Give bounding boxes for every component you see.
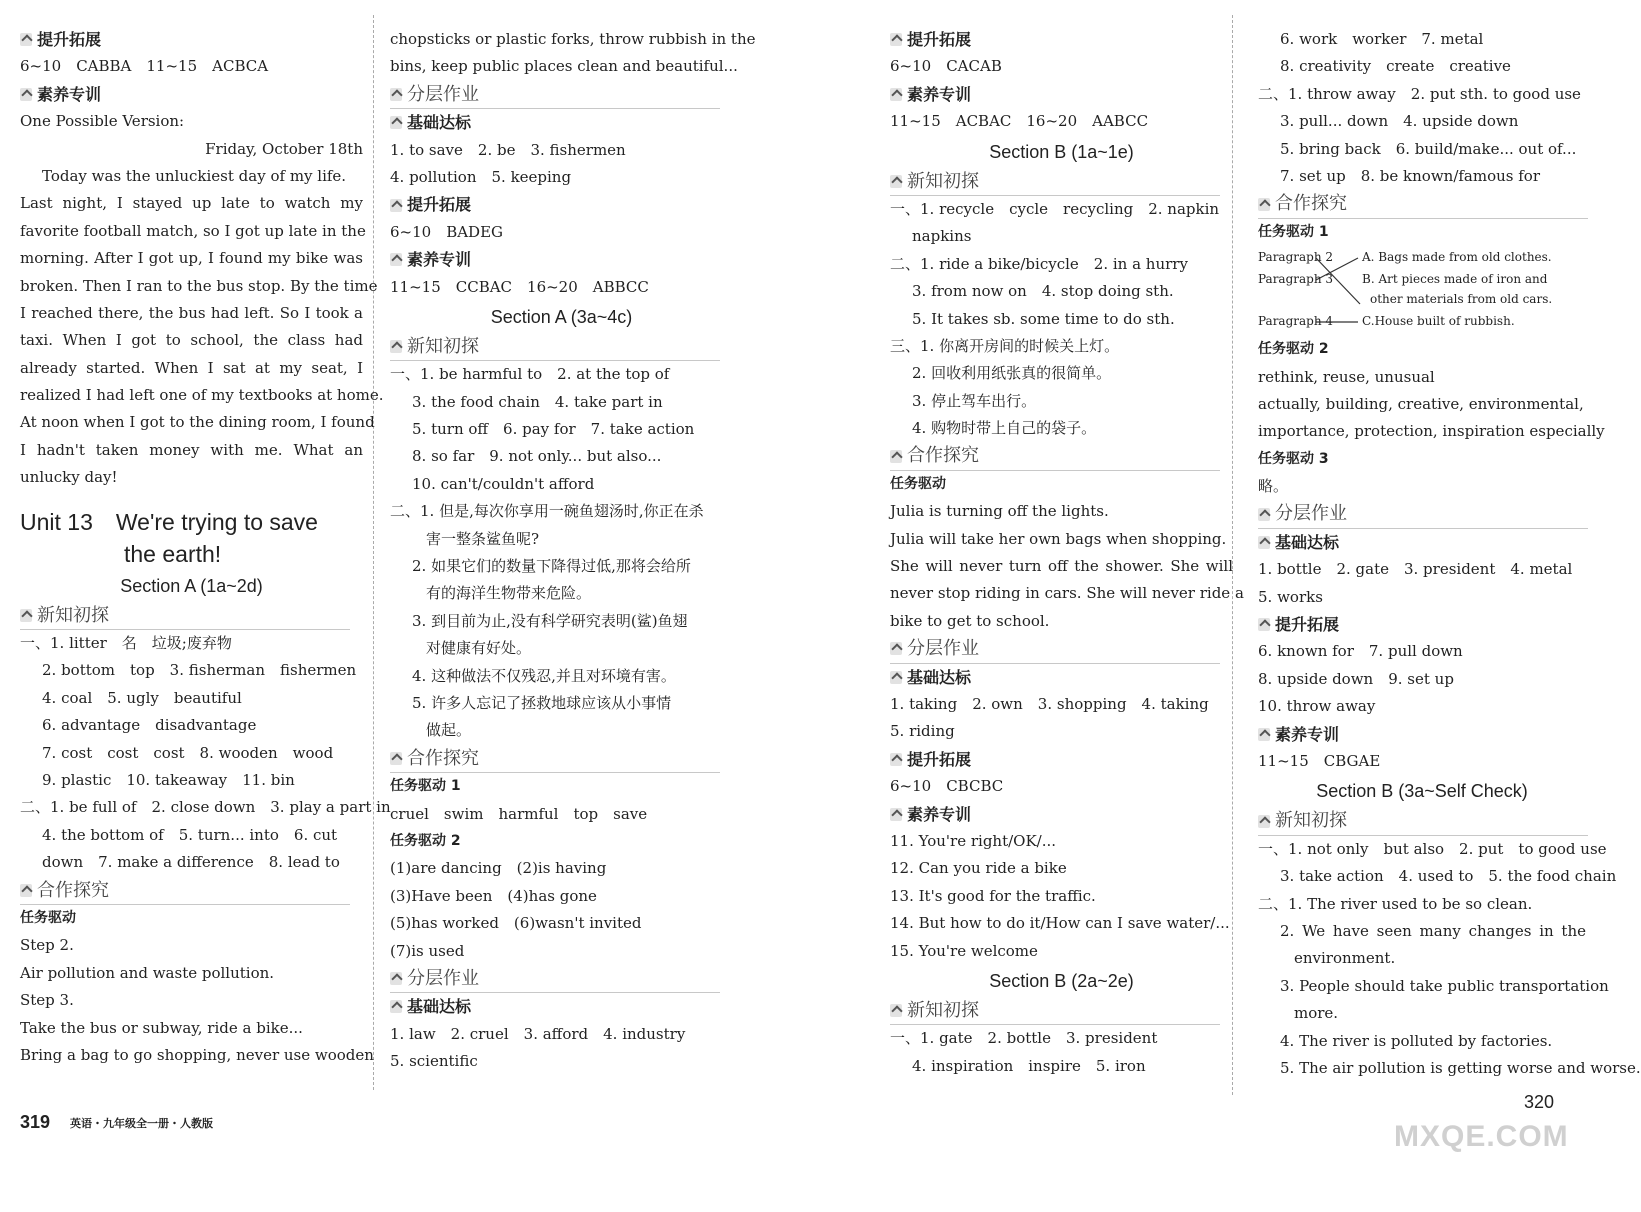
section-title: Section B (2a~2e) — [989, 970, 1134, 991]
section-heading — [890, 801, 1233, 828]
text-line: 一、1. be harmful to 2. at the top of — [390, 365, 670, 384]
heading-text: 分层作业 — [1275, 503, 1347, 525]
text-line: 13. It's good for the traffic. — [890, 886, 1096, 905]
heading-marker-icon — [1258, 198, 1270, 211]
text-line: (3)Have been (4)has gone — [390, 886, 597, 905]
text-line: 5. works — [1258, 587, 1323, 606]
text-line: 11. You're right/OK/... — [890, 831, 1057, 850]
column-2 — [390, 26, 756, 1075]
section-heading-major — [890, 442, 1220, 470]
section-heading — [1258, 611, 1586, 638]
text-line: 1. law 2. cruel 3. afford 4. industry — [390, 1024, 686, 1043]
section-heading — [20, 26, 363, 53]
heading-marker-icon — [890, 1004, 902, 1017]
text-line: Step 2. — [20, 936, 74, 955]
text-line: Last night, I stayed up late to watch my — [20, 194, 363, 213]
answer-line: 对健康有好处。 — [426, 639, 532, 658]
answer-line: 2. 回收利用纸张真的很简单。 — [912, 364, 1112, 383]
answer-line: 5. turn off 6. pay for 7. take action — [412, 420, 695, 439]
section-heading — [1258, 529, 1586, 556]
heading-text: 新知初探 — [407, 335, 479, 357]
text-line: 三、1. 你离开房间的时候关上灯。 — [890, 336, 1120, 355]
text-line: Step 3. — [20, 991, 74, 1010]
heading-marker-icon — [1258, 815, 1270, 828]
answer-line: 8. so far 9. not only... but also... — [412, 447, 662, 466]
heading-marker-icon — [20, 88, 32, 101]
heading-text: 提升拓展 — [907, 30, 972, 49]
section-heading — [890, 664, 1233, 691]
section-heading-major — [1258, 190, 1588, 218]
heading-text: 提升拓展 — [407, 195, 472, 215]
text-line: (5)has worked (6)wasn't invited — [390, 914, 642, 933]
text-line: 12. Can you ride a bike — [890, 859, 1067, 878]
section-heading — [1258, 721, 1586, 748]
text-line: 二、1. The river used to be so clean. — [1258, 894, 1533, 913]
answer-line: 6. work worker 7. metal — [1280, 30, 1484, 48]
heading-text: 基础达标 — [1275, 532, 1340, 552]
heading-marker-icon — [890, 33, 902, 46]
heading-marker-icon — [1258, 508, 1270, 521]
text-line: bike to get to school. — [890, 611, 1050, 630]
section-heading-major — [1258, 807, 1588, 835]
answer-line: 有的海洋生物带来危险。 — [426, 584, 592, 603]
heading-text: 提升拓展 — [37, 30, 102, 49]
answer-line: 3. 到目前为止,没有科学研究表明(鲨)鱼翅 — [412, 611, 688, 630]
page-number-right: 320 — [1524, 1092, 1555, 1112]
heading-marker-icon — [20, 884, 32, 897]
page-footer-left — [20, 1112, 213, 1133]
answer-line: 5. bring back 6. build/make... out of... — [1280, 139, 1577, 158]
text-line: 14. But how to do it/How can I save water/... — [890, 914, 1230, 933]
section-heading-major — [890, 997, 1220, 1025]
text-line: 一、1. gate 2. bottle 3. president — [890, 1029, 1158, 1048]
section-heading — [890, 81, 1233, 108]
text-line: 略。 — [1258, 477, 1289, 496]
heading-marker-icon — [890, 88, 902, 101]
heading-text: 合作探究 — [407, 747, 479, 769]
text-line: (7)is used — [390, 941, 465, 960]
book-title: 英语・九年级全一册・人教版 — [70, 1116, 214, 1130]
text-line: 二、1. throw away 2. put sth. to good use — [1258, 84, 1581, 103]
heading-text: 基础达标 — [907, 667, 972, 687]
text-line: rethink, reuse, unusual — [1258, 367, 1435, 386]
heading-text: 素养专训 — [1275, 724, 1340, 744]
text-line: actually, building, creative, environmental, — [1258, 394, 1584, 413]
unit-title-line2: the earth! — [124, 540, 222, 567]
text-line: I reached there, the bus had left. So I took a — [20, 303, 363, 322]
heading-text: 素养专训 — [37, 84, 102, 104]
answer-line: 2. We have seen many changes in the — [1280, 921, 1586, 940]
text-line: 一、1. recycle cycle recycling 2. napkin — [890, 199, 1220, 218]
answer-line: more. — [1294, 1004, 1339, 1023]
text-line: One Possible Version: — [20, 112, 185, 131]
text-line: I hadn't taken money with me. What an — [20, 440, 363, 459]
answer-line: 4. coal 5. ugly beautiful — [42, 688, 242, 707]
heading-text: 分层作业 — [407, 967, 479, 989]
section-heading — [390, 246, 733, 273]
text-line: Air pollution and waste pollution. — [20, 963, 275, 982]
heading-marker-icon — [890, 671, 902, 684]
text-line: importance, protection, inspiration especially — [1258, 422, 1605, 441]
task-label: 任务驱动 1 — [1258, 223, 1329, 240]
answer-line: 7. cost cost cost 8. wooden wood — [42, 743, 334, 762]
heading-marker-icon — [890, 753, 902, 766]
text-line: (1)are dancing (2)is having — [390, 859, 607, 878]
heading-marker-icon — [390, 116, 402, 129]
heading-text: 基础达标 — [407, 113, 472, 133]
heading-text: 素养专训 — [907, 84, 972, 104]
answer-line: 做起。 — [426, 721, 472, 740]
unit-title-line1: Unit 13 We're trying to save — [20, 508, 318, 535]
text-line: cruel swim harmful top save — [390, 804, 648, 823]
section-title: Section A (1a~2d) — [120, 575, 263, 596]
heading-text: 合作探究 — [907, 445, 979, 467]
answer-line: 7. set up 8. be known/famous for — [1280, 166, 1541, 185]
section-title: Section B (1a~1e) — [989, 141, 1134, 162]
matching-diagram — [1258, 246, 1586, 336]
match-right-item: A. Bags made from old clothes. — [1362, 250, 1552, 265]
text-line: 5. riding — [890, 722, 955, 741]
text-line: bins, keep public places clean and beautiful... — [390, 57, 738, 76]
text-line: 11~15 CBGAE — [1258, 751, 1381, 770]
heading-marker-icon — [890, 450, 902, 463]
text-line: 6. known for 7. pull down — [1258, 642, 1463, 661]
text-line: unlucky day! — [20, 468, 118, 487]
heading-marker-icon — [890, 175, 902, 188]
heading-text: 提升拓展 — [907, 749, 972, 769]
section-heading-major — [390, 965, 720, 993]
heading-text: 合作探究 — [37, 879, 109, 901]
heading-marker-icon — [390, 972, 402, 985]
section-heading — [390, 191, 733, 218]
answer-line: 3. 停止驾车出行。 — [912, 391, 1037, 410]
answer-line: 9. plastic 10. takeaway 11. bin — [42, 770, 295, 789]
answer-line: 4. The river is polluted by factories. — [1280, 1031, 1553, 1050]
match-left-item: Paragraph 3 — [1258, 272, 1334, 287]
text-line: 11~15 CCBAC 16~20 ABBCC — [390, 277, 649, 296]
section-heading-major — [20, 602, 350, 630]
text-line: 5. scientific — [390, 1052, 478, 1071]
unit-title — [20, 506, 363, 570]
answer-line: 害一整条鲨鱼呢? — [426, 529, 540, 548]
section-heading — [20, 81, 363, 108]
text-line: 6~10 CABBA 11~15 ACBCA — [20, 57, 269, 76]
heading-marker-icon — [390, 340, 402, 353]
heading-text: 基础达标 — [407, 997, 472, 1017]
text-line: 1. to save 2. be 3. fishermen — [390, 140, 626, 159]
answer-line: 4. the bottom of 5. turn... into 6. cut — [42, 825, 338, 844]
answer-line: 3. take action 4. used to 5. the food chain — [1280, 867, 1617, 886]
section-heading-major — [390, 81, 720, 109]
text-line: morning. After I got up, I found my bike was — [20, 249, 363, 268]
section-heading-major — [890, 635, 1220, 663]
heading-text: 新知初探 — [37, 604, 109, 626]
section-heading-major — [390, 745, 720, 773]
text-line: Bring a bag to go shopping, never use wooden — [20, 1045, 374, 1064]
text-line: Today was the unluckiest day of my life. — [42, 166, 347, 185]
heading-text: 合作探究 — [1275, 193, 1347, 215]
match-left-item: Paragraph 4 — [1258, 314, 1334, 329]
heading-marker-icon — [890, 642, 902, 655]
section-heading — [890, 746, 1233, 773]
text-line: realized I had left one of my textbooks at home. — [20, 386, 384, 405]
watermark: MXQE.COM — [1394, 1120, 1569, 1153]
text-line: 4. pollution 5. keeping — [390, 167, 572, 186]
section-heading-major — [890, 168, 1220, 196]
section-heading — [890, 26, 1233, 53]
text-line: 二、1. 但是,每次你享用一碗鱼翅汤时,你正在杀 — [390, 502, 704, 521]
text-line: 二、1. be full of 2. close down 3. play a part in — [20, 798, 391, 817]
text-line: 15. You're welcome — [890, 941, 1038, 960]
task-label: 任务驱动 2 — [1258, 341, 1329, 358]
essay-date: Friday, October 18th — [205, 139, 363, 158]
page-number-left: 319 — [20, 1112, 51, 1132]
task-label: 任务驱动 — [890, 475, 946, 492]
text-line: 10. throw away — [1258, 697, 1376, 716]
heading-marker-icon — [390, 88, 402, 101]
heading-marker-icon — [1258, 536, 1270, 549]
match-right-item: B. Art pieces made of iron and — [1362, 272, 1548, 287]
heading-marker-icon — [390, 199, 402, 212]
text-line: At noon when I got to the dining room, I found — [20, 413, 375, 432]
text-line: 6~10 CACAB — [890, 57, 1002, 76]
text-line: 一、1. litter 名 垃圾;废弃物 — [20, 634, 232, 653]
text-line: 6~10 CBCBC — [890, 777, 1004, 796]
answer-line: 2. 如果它们的数量下降得过低,那将会给所 — [412, 557, 691, 576]
section-heading-major — [1258, 500, 1588, 528]
text-line: Julia will take her own bags when shopping. — [890, 529, 1227, 548]
section-heading — [390, 109, 733, 136]
column-3 — [890, 26, 1244, 1080]
section-heading-major — [20, 877, 350, 905]
answer-line: 8. creativity create creative — [1280, 57, 1511, 76]
heading-text: 新知初探 — [907, 170, 979, 192]
text-line: 1. bottle 2. gate 3. president 4. metal — [1258, 560, 1573, 579]
answer-line: 5. The air pollution is getting worse and worse. — [1280, 1058, 1641, 1077]
answer-line: 2. bottom top 3. fisherman fishermen — [42, 661, 357, 680]
heading-marker-icon — [20, 33, 32, 46]
answer-line: 5. 许多人忘记了拯救地球应该从小事情 — [412, 693, 672, 712]
text-line: already started. When I sat at my seat, I — [20, 358, 363, 377]
answer-line: environment. — [1294, 949, 1396, 968]
text-line: She will never turn off the shower. She will — [890, 557, 1233, 576]
column-4 — [1258, 26, 1641, 1082]
heading-marker-icon — [20, 609, 32, 622]
section-title: Section A (3a~4c) — [490, 306, 633, 327]
task-label: 任务驱动 1 — [390, 778, 461, 795]
task-label: 任务驱动 2 — [390, 832, 461, 849]
task-label: 任务驱动 3 — [1258, 450, 1329, 467]
text-line: never stop riding in cars. She will never ride a — [890, 584, 1244, 603]
heading-text: 分层作业 — [407, 83, 479, 105]
answer-line: 10. can't/couldn't afford — [412, 474, 595, 493]
heading-marker-icon — [890, 808, 902, 821]
heading-text: 提升拓展 — [1275, 615, 1340, 635]
heading-text: 素养专训 — [907, 804, 972, 824]
text-line: 6~10 BADEG — [390, 222, 504, 241]
answer-line: 5. It takes sb. some time to do sth. — [912, 309, 1175, 328]
match-left-item: Paragraph 2 — [1258, 250, 1334, 265]
task-label: 任务驱动 — [20, 909, 76, 926]
section-heading — [390, 993, 733, 1020]
heading-text: 分层作业 — [907, 638, 979, 660]
answer-line: 3. from now on 4. stop doing sth. — [912, 282, 1174, 301]
heading-marker-icon — [390, 752, 402, 765]
heading-marker-icon — [390, 253, 402, 266]
text-line: 二、1. ride a bike/bicycle 2. in a hurry — [890, 254, 1188, 273]
text-line: taxi. When I got to school, the class had — [20, 331, 363, 350]
answer-line: 4. 购物时带上自己的袋子。 — [912, 419, 1097, 438]
match-right-item: C.House built of rubbish. — [1362, 314, 1515, 329]
text-line: 1. taking 2. own 3. shopping 4. taking — [890, 694, 1209, 713]
text-line: broken. Then I ran to the bus stop. By the time — [20, 276, 378, 295]
answer-line: 3. pull... down 4. upside down — [1280, 112, 1519, 131]
heading-text: 素养专训 — [407, 250, 472, 270]
answer-line: 6. advantage disadvantage — [42, 716, 257, 735]
match-right-item: other materials from old cars. — [1370, 292, 1553, 307]
answer-line: 3. People should take public transportation — [1280, 976, 1609, 995]
answer-line: napkins — [912, 227, 972, 246]
text-line: Julia is turning off the lights. — [890, 502, 1109, 521]
answer-line: 3. the food chain 4. take part in — [412, 392, 663, 411]
text-line: chopsticks or plastic forks, throw rubbish in the — [390, 30, 756, 48]
answer-line: 4. inspiration inspire 5. iron — [912, 1056, 1146, 1075]
heading-marker-icon — [1258, 618, 1270, 631]
heading-marker-icon — [390, 1000, 402, 1013]
heading-marker-icon — [1258, 728, 1270, 741]
heading-text: 新知初探 — [907, 999, 979, 1021]
text-line: favorite football match, so I got up late in the — [20, 221, 366, 240]
text-line: Take the bus or subway, ride a bike... — [20, 1018, 303, 1037]
text-line: 11~15 ACBAC 16~20 AABCC — [890, 112, 1149, 131]
answer-line: 4. 这种做法不仅残忍,并且对环境有害。 — [412, 666, 676, 685]
text-line: 一、1. not only but also 2. put to good use — [1258, 839, 1607, 858]
heading-text: 新知初探 — [1275, 810, 1347, 832]
answer-line: down 7. make a difference 8. lead to — [42, 853, 340, 872]
text-line: 8. upside down 9. set up — [1258, 669, 1454, 688]
section-heading-major — [390, 333, 720, 361]
column-1 — [20, 26, 391, 1069]
section-title: Section B (3a~Self Check) — [1316, 781, 1528, 802]
